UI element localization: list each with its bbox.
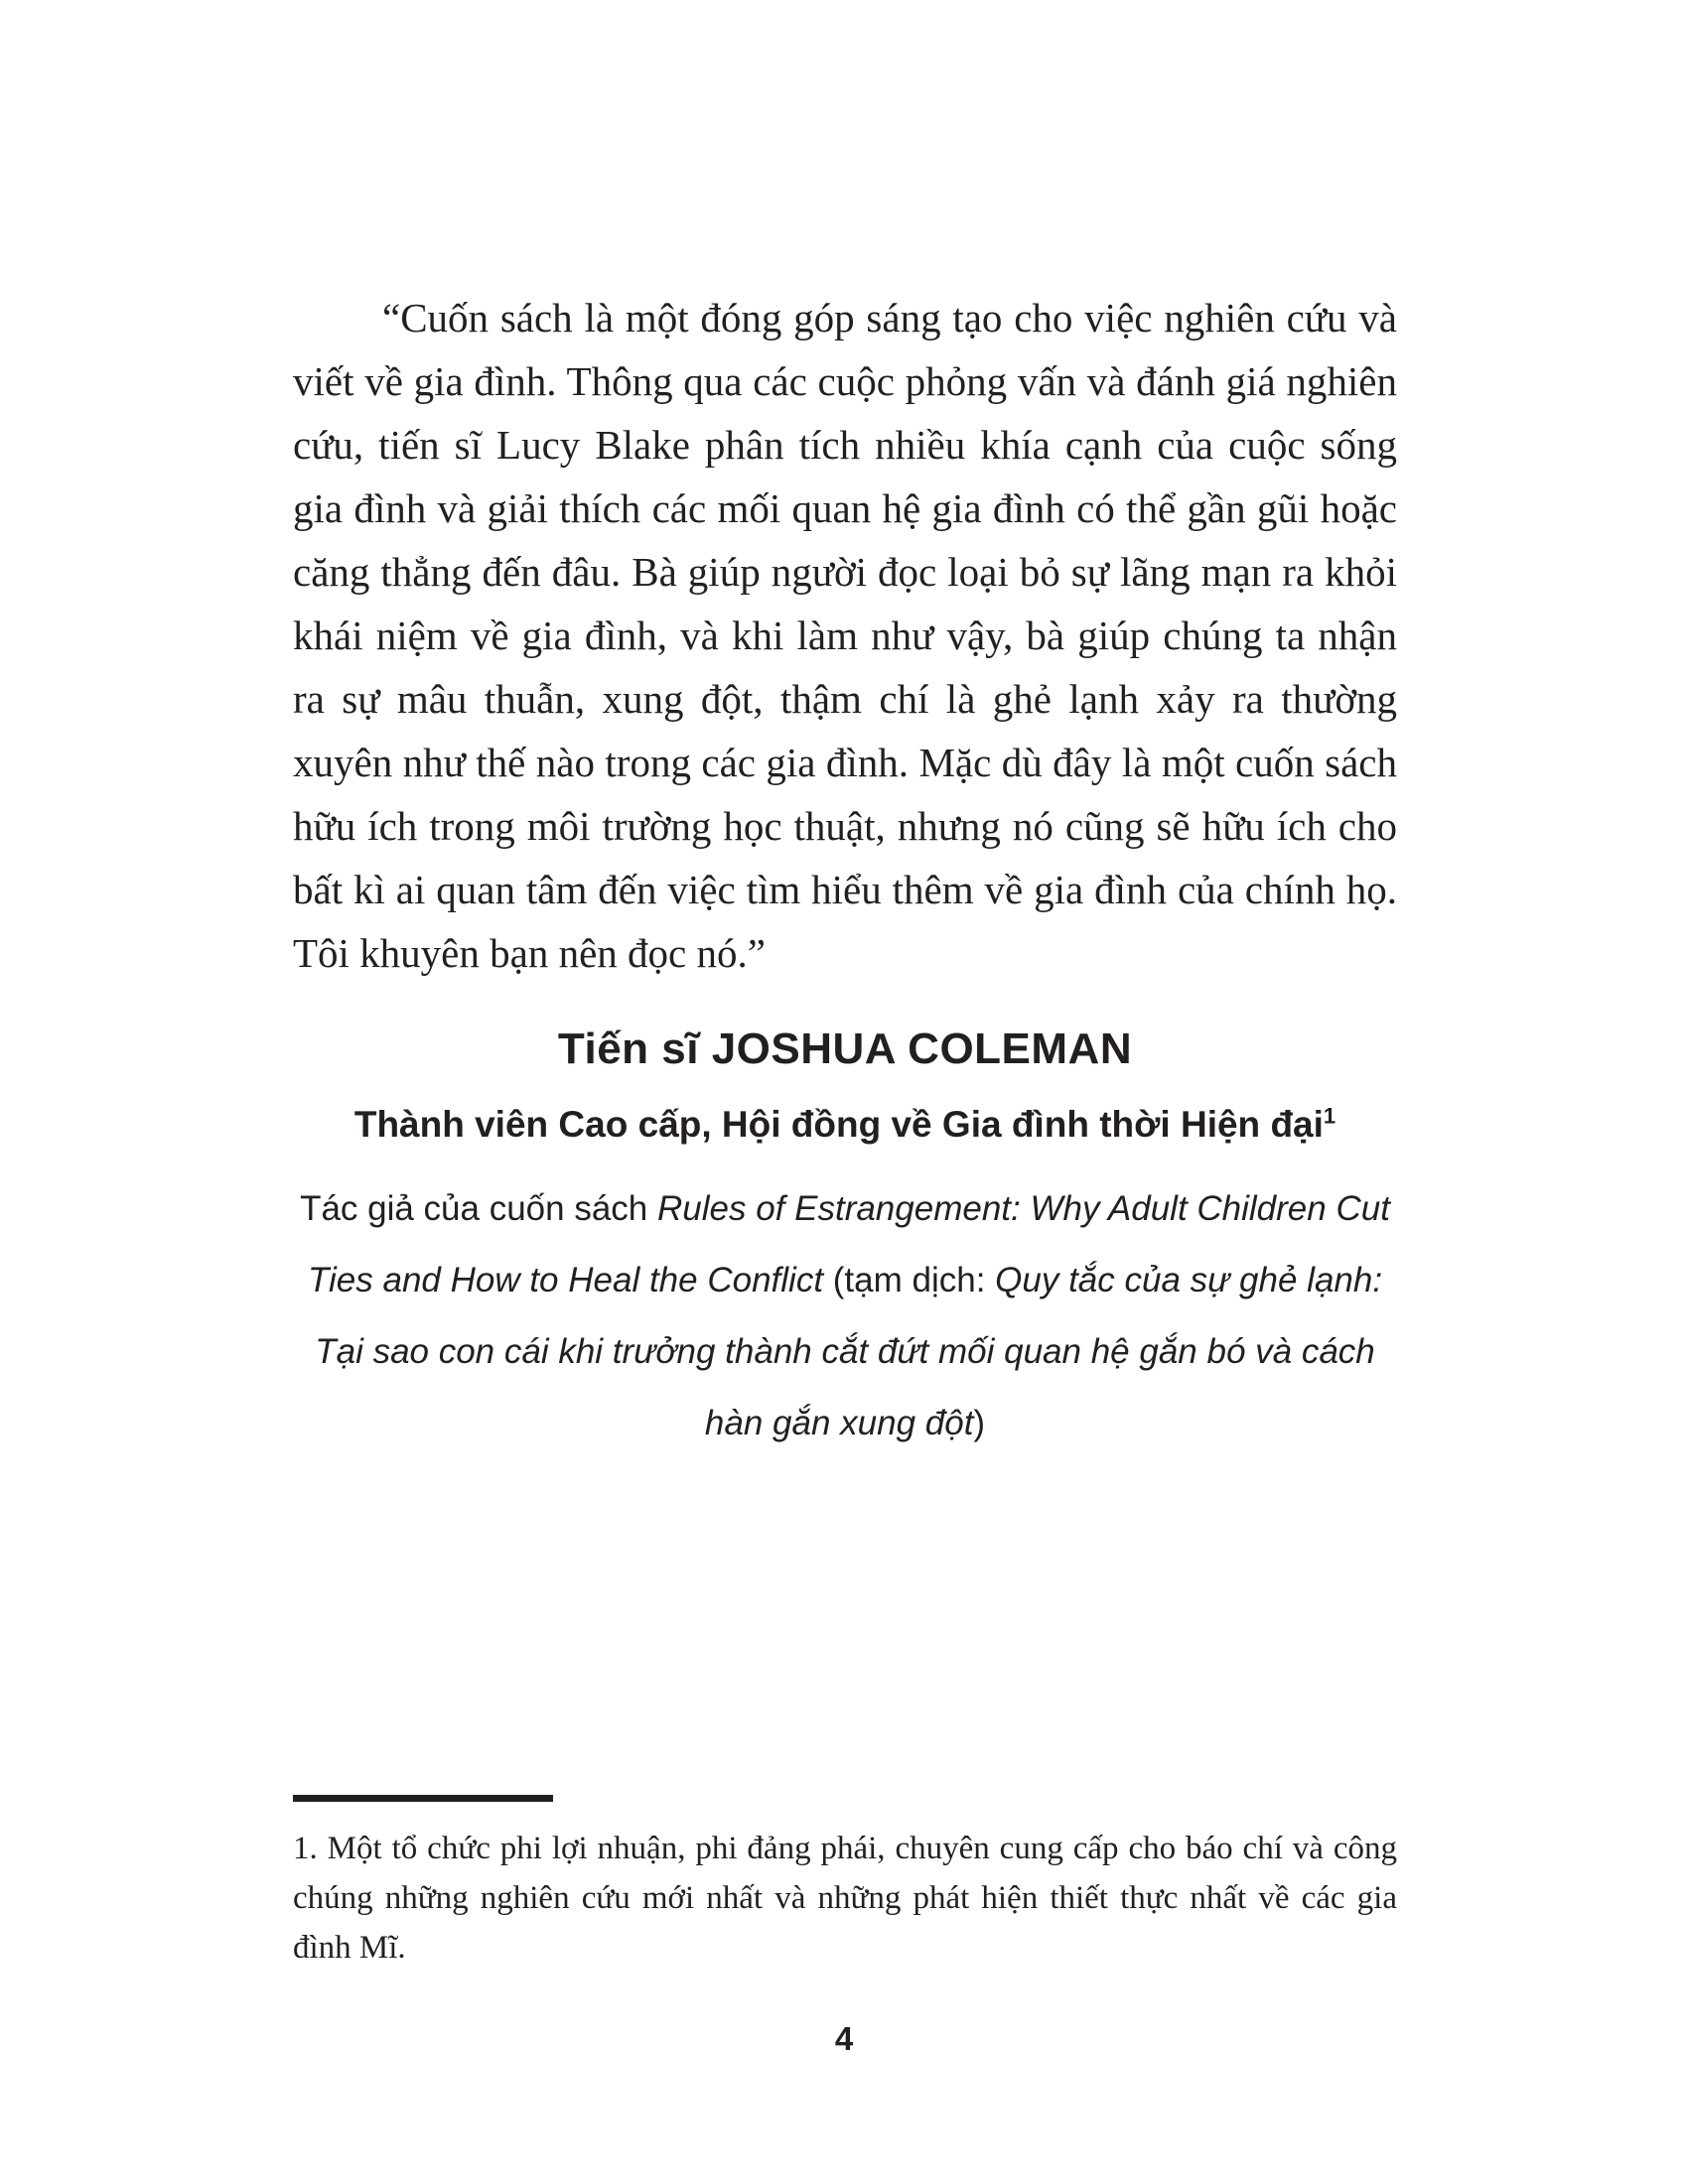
- author-bio-book-title-vietnamese: Quy tắc của sự ghẻ lạnh: Tại sao con cái khi trưởng thành cắt đứt mối quan hệ gắn bó và cách hàn gắn xung đột: [315, 1261, 1383, 1442]
- author-title: [293, 1104, 1397, 1146]
- author-bio-segment: ): [973, 1404, 986, 1442]
- author-bio-book-title-english: Rules of Estrangement: Why Adult Children Cut Ties and How to Heal the Conflict: [307, 1189, 1390, 1299]
- author-bio-segment: (tạm dịch:: [823, 1261, 996, 1299]
- page-number: 4: [834, 2020, 854, 2057]
- footnote-text: 1. Một tổ chức phi lợi nhuận, phi đảng phái, chuyên cung cấp cho báo chí và công chúng những nghiên cứu mới nhất và những phát hiện thiết thực nhất về các gia đình Mĩ.: [293, 1831, 1397, 1966]
- author-title-text: Thành viên Cao cấp, Hội đồng về Gia đình thời Hiện đại: [353, 1104, 1324, 1145]
- author-name: Tiến sĩ JOSHUA COLEMAN: [557, 1024, 1133, 1073]
- page-content: [293, 286, 1397, 1459]
- footnote-area: [293, 1795, 1397, 1973]
- author-bio-segment: Tác giả của cuốn sách: [300, 1189, 657, 1228]
- footnote-reference-marker: 1: [1323, 1103, 1336, 1129]
- testimonial-quote: “Cuốn sách là một đóng góp sáng tạo cho việc nghiên cứu và viết về gia đình. Thông qua các cuộc phỏng vấn và đánh giá nghiên cứu, tiến sĩ Lucy Blake phân tích nhiều khía cạnh của cuộc sống gia đình và giải thích các mối quan hệ gia đình có thể gần gũi hoặc căng thẳng đến đâu. Bà giúp người đọc loại bỏ sự lãng mạn ra khỏi khái niệm về gia đình, và khi làm như vậy, bà giúp chúng ta nhận ra sự mâu thuẫn, xung đột, thậm chí là ghẻ lạnh xảy ra thường xuyên như thế nào trong các gia đình. Mặc dù đây là một cuốn sách hữu ích trong môi trường học thuật, nhưng nó cũng sẽ hữu ích cho bất kì ai quan tâm đến việc tìm hiểu thêm về gia đình của chính họ. Tôi khuyên bạn nên đọc nó.”: [293, 295, 1397, 976]
- footnote-divider: [293, 1795, 553, 1802]
- author-bio: [293, 1173, 1397, 1459]
